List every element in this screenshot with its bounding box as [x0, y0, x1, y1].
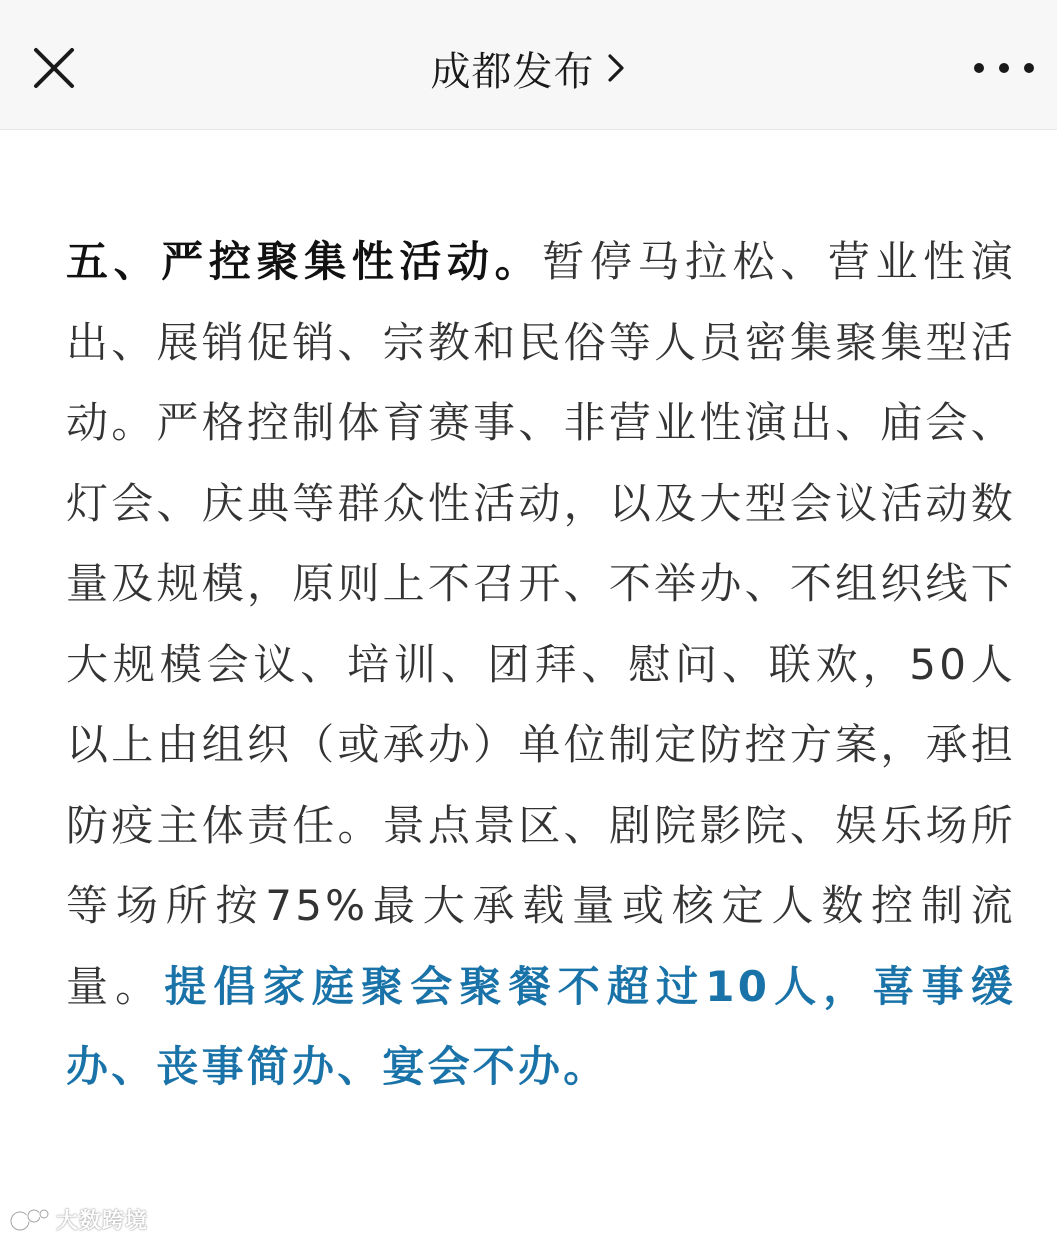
watermark-text: 大数跨境	[56, 1209, 149, 1234]
article-paragraph	[66, 222, 1016, 1108]
highlighted-text: 提倡家庭聚会聚餐不超过10人，喜事缓办、丧事简办、宴会不办。	[66, 961, 1016, 1091]
section-heading: 五、严控聚集性活动。	[66, 237, 543, 286]
more-options-button[interactable]	[968, 50, 1040, 86]
more-horizontal-icon	[974, 63, 984, 73]
article-body-text: 暂停马拉松、营业性演出、展销促销、宗教和民俗等人员密集聚集型活动。严格控制体育赛事、非营业性演出、庙会、灯会、庆典等群众性活动，以及大型会议活动数量及规模，原则上不召开、不举办、不组织线下大规模会议、培训、团拜、慰问、联欢，50人以上由组织（或承办）单位制定防控方案，承担防疫主体责任。景点景区、剧院影院、娱乐场所等场所按75%最大承载量或核定人数控制流量。	[66, 237, 1016, 1011]
watermark	[8, 1204, 148, 1235]
page-title: 成都发布	[430, 48, 595, 95]
top-navbar	[0, 0, 1057, 130]
account-title-link[interactable]	[431, 40, 627, 97]
chevron-right-icon	[605, 50, 627, 86]
watermark-logo-icon	[8, 1206, 50, 1234]
